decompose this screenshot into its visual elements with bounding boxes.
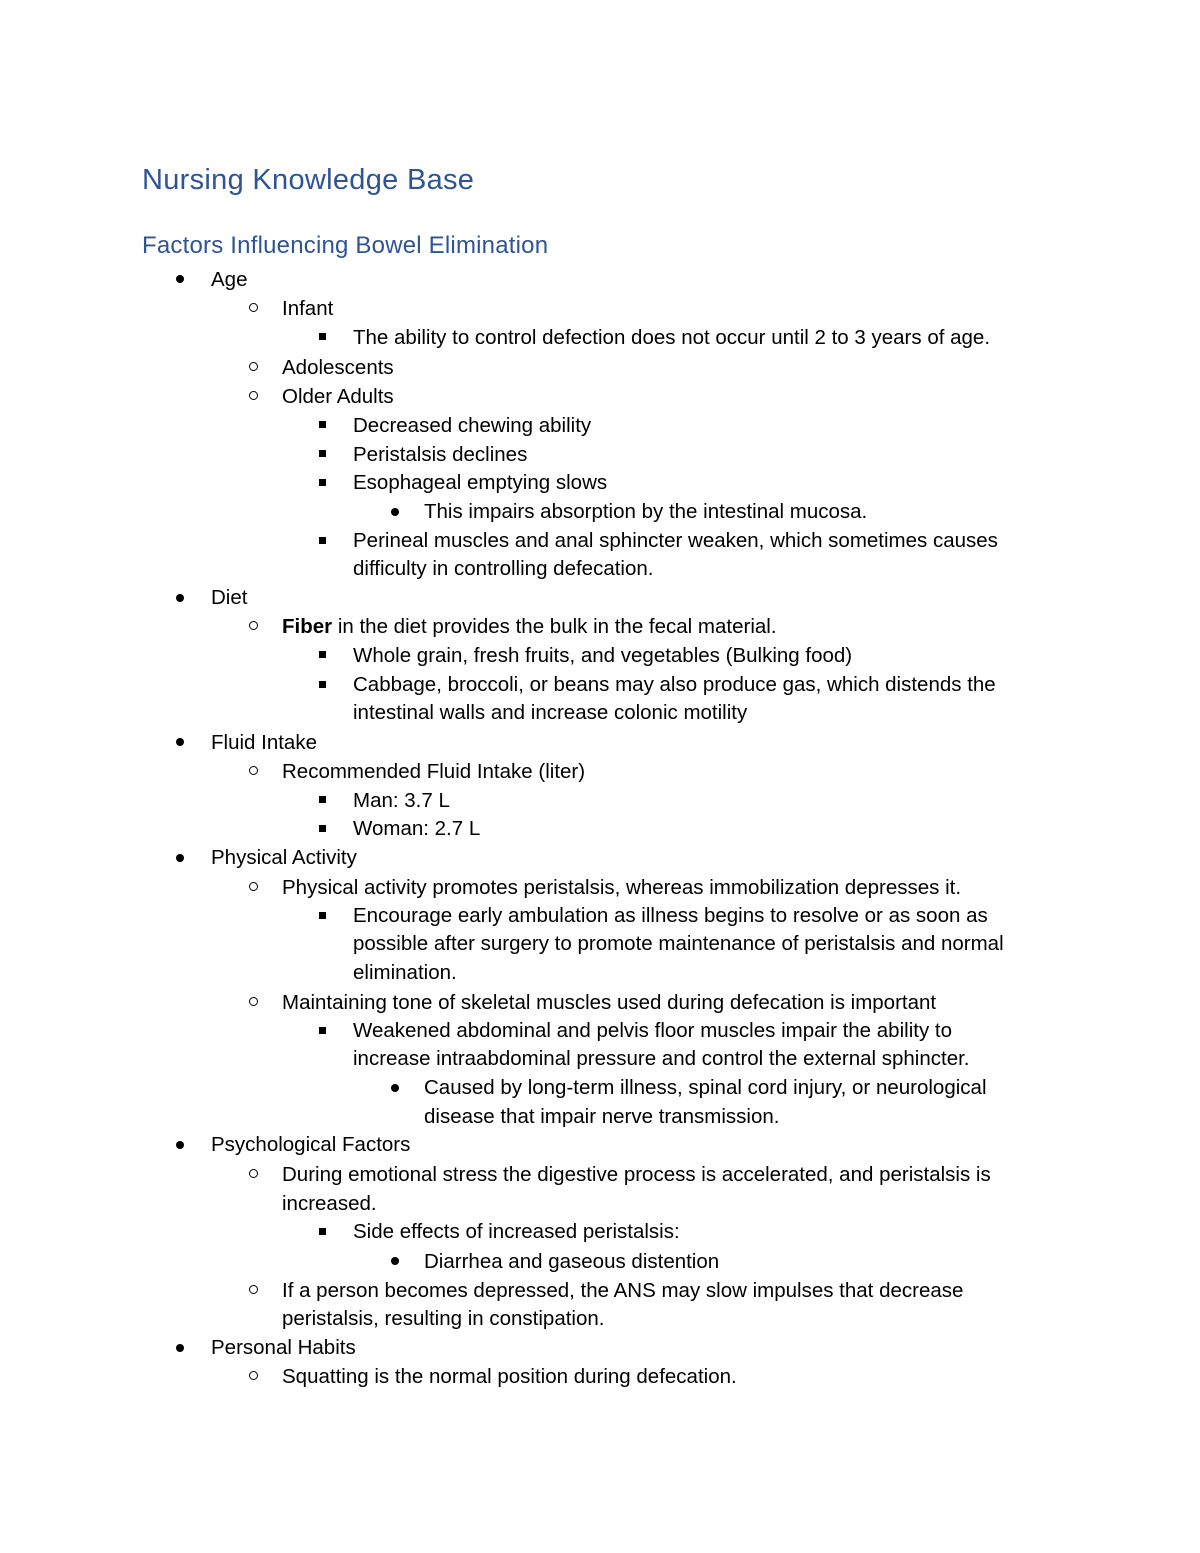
bullet-disc-icon	[176, 594, 184, 602]
list-item-continuation	[0, 1305, 1200, 1334]
bullet-circle-icon	[249, 391, 258, 400]
list-item-continuation	[0, 1103, 1200, 1132]
list-item-text: elimination.	[353, 960, 457, 984]
list-item-text: increase intraabdominal pressure and control the external sphincter.	[353, 1047, 970, 1071]
bullet-disc-icon	[391, 1257, 399, 1265]
bullet-circle-icon	[249, 1285, 258, 1294]
list-item	[0, 844, 1200, 873]
list-item	[0, 1017, 1200, 1046]
list-item-text: Perineal muscles and anal sphincter weaken, which sometimes causes	[353, 528, 998, 552]
list-item-text: Esophageal emptying slows	[353, 471, 608, 495]
bullet-circle-icon	[249, 621, 258, 630]
list-item	[0, 1362, 1200, 1391]
list-item-text: Older Adults	[282, 384, 394, 408]
bullet-circle-icon	[249, 766, 258, 775]
list-item-text: Age	[211, 268, 248, 291]
list-item	[0, 440, 1200, 469]
list-item-text: The ability to control defection does not occur until 2 to 3 years of age.	[353, 326, 991, 350]
list-item-text: Maintaining tone of skeletal muscles used during defecation is important	[282, 990, 937, 1014]
list-item	[0, 902, 1200, 931]
list-item-text: Personal Habits	[211, 1335, 356, 1359]
bullet-circle-icon	[249, 362, 258, 371]
list-item-text: possible after surgery to promote maintenance of peristalsis and normal	[353, 932, 1004, 956]
list-item-text: Psychological Factors	[211, 1133, 411, 1157]
list-item	[0, 641, 1200, 670]
list-item	[0, 757, 1200, 786]
list-item-continuation	[0, 699, 1200, 728]
section-heading: Factors Influencing Bowel Elimination	[142, 232, 549, 259]
list-item	[0, 671, 1200, 700]
bullet-disc-icon	[176, 738, 184, 746]
list-item-text: Fluid Intake	[211, 730, 317, 754]
bullet-square-icon	[319, 681, 326, 688]
list-item-text: Peristalsis declines	[353, 443, 528, 467]
bullet-square-icon	[319, 479, 326, 486]
bullet-disc-icon	[176, 854, 184, 862]
list-item-text: Weakened abdominal and pelvis floor muscles impair the ability to	[353, 1018, 952, 1042]
list-item-text: During emotional stress the digestive process is accelerated, and peristalsis is	[282, 1162, 991, 1186]
bold-term: Fiber	[282, 615, 333, 639]
list-item	[0, 1160, 1200, 1189]
bullet-circle-icon	[249, 1371, 258, 1380]
list-item-text: intestinal walls and increase colonic motility	[353, 701, 748, 725]
bullet-square-icon	[319, 651, 326, 658]
bullet-circle-icon	[249, 1169, 258, 1178]
list-item	[0, 1247, 1200, 1276]
list-item-continuation	[0, 959, 1200, 988]
list-item	[0, 265, 1200, 294]
list-item-text: peristalsis, resulting in constipation.	[282, 1307, 605, 1331]
list-item	[0, 612, 1200, 641]
list-item	[0, 1131, 1200, 1160]
list-item	[0, 815, 1200, 844]
bullet-square-icon	[319, 1027, 326, 1034]
list-item	[0, 988, 1200, 1017]
list-item	[0, 498, 1200, 527]
list-item-text: Side effects of increased peristalsis:	[353, 1220, 680, 1244]
list-item-text: Decreased chewing ability	[353, 413, 592, 437]
list-item	[0, 382, 1200, 411]
list-item-text: increased.	[282, 1191, 377, 1215]
list-item	[0, 584, 1200, 613]
list-item	[0, 786, 1200, 815]
list-item-text: Recommended Fluid Intake (liter)	[282, 760, 586, 784]
bullet-circle-icon	[249, 882, 258, 891]
list-item-text: Diet	[211, 585, 248, 609]
bullet-square-icon	[319, 450, 326, 457]
list-item-text: Adolescents	[282, 355, 394, 379]
list-item	[0, 469, 1200, 498]
list-item-text: Encourage early ambulation as illness begins to resolve or as soon as	[353, 903, 988, 927]
list-item-continuation	[0, 1189, 1200, 1218]
list-item	[0, 1074, 1200, 1103]
list-item-text: Physical Activity	[211, 846, 357, 869]
bullet-disc-icon	[176, 1141, 184, 1149]
bullet-square-icon	[319, 912, 326, 919]
list-item	[0, 1334, 1200, 1363]
list-item-text: Diarrhea and gaseous distention	[424, 1249, 720, 1273]
list-item-text: difficulty in controlling defecation.	[353, 557, 654, 581]
bullet-outline	[0, 265, 1200, 1391]
bullet-square-icon	[319, 825, 326, 832]
bullet-square-icon	[319, 537, 326, 544]
list-item	[0, 353, 1200, 382]
list-item-continuation	[0, 1045, 1200, 1074]
list-item-text-rest: in the diet provides the bulk in the fecal material.	[332, 615, 777, 639]
list-item-text: Squatting is the normal position during defecation.	[282, 1365, 737, 1389]
bullet-disc-icon	[176, 275, 184, 283]
bullet-square-icon	[319, 796, 326, 803]
list-item-text: This impairs absorption by the intestinal mucosa.	[424, 499, 868, 523]
bullet-disc-icon	[391, 1084, 399, 1092]
list-item-text: Woman: 2.7 L	[353, 817, 481, 841]
bullet-square-icon	[319, 333, 326, 340]
list-item-text: disease that impair nerve transmission.	[424, 1104, 780, 1128]
list-item	[0, 1276, 1200, 1305]
list-item-text	[282, 612, 777, 641]
list-item-text: Caused by long-term illness, spinal cord injury, or neurological	[424, 1075, 987, 1099]
bullet-square-icon	[319, 1228, 326, 1235]
page-title: Nursing Knowledge Base	[142, 164, 475, 196]
list-item	[0, 873, 1200, 902]
list-item	[0, 323, 1200, 352]
list-item-continuation	[0, 555, 1200, 584]
bullet-disc-icon	[176, 1344, 184, 1352]
list-item-text: Whole grain, fresh fruits, and vegetables (Bulking food)	[353, 644, 853, 668]
list-item-text: Infant	[282, 297, 334, 321]
list-item-text: If a person becomes depressed, the ANS may slow impulses that decrease	[282, 1278, 964, 1302]
bullet-disc-icon	[391, 508, 399, 516]
bullet-circle-icon	[249, 303, 258, 312]
list-item	[0, 411, 1200, 440]
list-item	[0, 527, 1200, 556]
list-item	[0, 1218, 1200, 1247]
list-item-continuation	[0, 930, 1200, 959]
bullet-circle-icon	[249, 997, 258, 1006]
list-item-text: Cabbage, broccoli, or beans may also produce gas, which distends the	[353, 672, 996, 696]
list-item-text: Physical activity promotes peristalsis, whereas immobilization depresses it.	[282, 875, 962, 899]
list-item-text: Man: 3.7 L	[353, 789, 450, 813]
list-item	[0, 728, 1200, 757]
list-item	[0, 294, 1200, 323]
bullet-square-icon	[319, 421, 326, 428]
